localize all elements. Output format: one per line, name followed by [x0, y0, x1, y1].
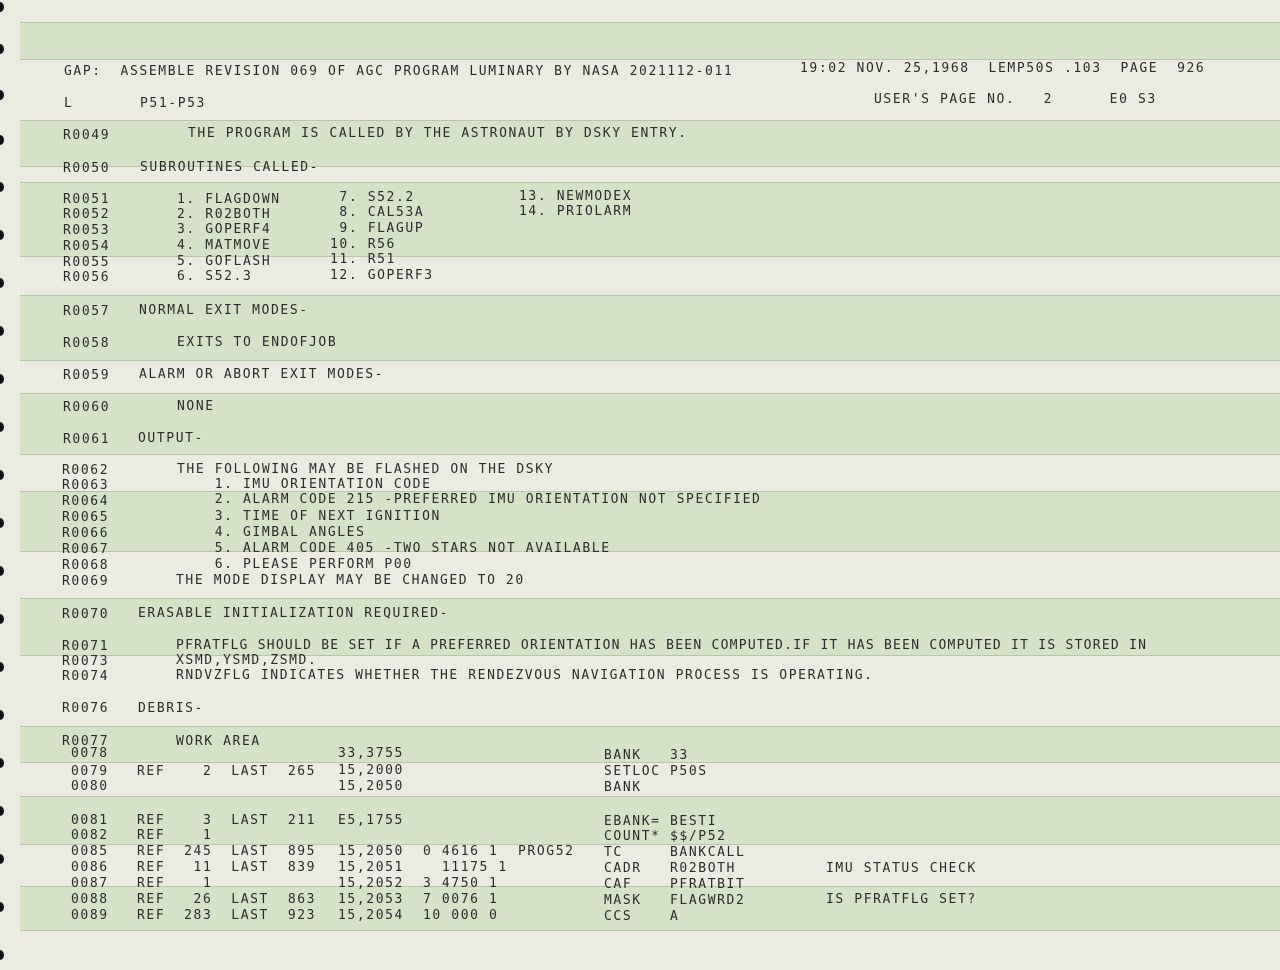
rule-line — [20, 393, 1280, 394]
code-line-number: 0080 — [71, 779, 109, 794]
feed-hole — [0, 950, 4, 960]
code-address: E5,1755 — [338, 813, 404, 828]
line-number: R0058 — [63, 336, 111, 351]
code-line-number: 0078 — [71, 746, 109, 761]
code-line-number: 0079 — [71, 764, 109, 779]
rule-line — [20, 295, 1280, 296]
line-number: R0049 — [63, 128, 111, 143]
line-number: R0064 — [62, 494, 110, 509]
feed-hole — [0, 326, 4, 336]
code-instruction: CAF PFRATBIT — [604, 877, 746, 892]
feed-hole — [0, 614, 4, 624]
output-line: 3. TIME OF NEXT IGNITION — [177, 509, 441, 524]
line-number: R0069 — [62, 574, 110, 589]
tractor-feed-strip — [0, 0, 8, 970]
rule-line — [20, 598, 1280, 599]
subroutine-item: 10. R56 — [330, 237, 396, 252]
octal-word: 0 4616 1 — [423, 844, 499, 859]
section-heading: ALARM OR ABORT EXIT MODES- — [139, 367, 385, 382]
line-number: R0073 — [62, 654, 110, 669]
feed-hole — [0, 135, 4, 145]
subroutine-item: 12. GOPERF3 — [330, 268, 434, 283]
section-heading: ERASABLE INITIALIZATION REQUIRED- — [138, 606, 450, 621]
subroutine-item: 14. PRIOLARM — [519, 204, 633, 219]
code-instruction: BANK 33 — [604, 748, 689, 763]
feed-hole — [0, 182, 4, 192]
line-number: R0052 — [63, 207, 111, 222]
code-address: 33,3755 — [338, 746, 404, 761]
line-number: R0060 — [63, 400, 111, 415]
code-instruction: SETLOC P50S — [604, 764, 708, 779]
feed-hole — [0, 566, 4, 576]
feed-hole — [0, 518, 4, 528]
code-line-number: 0086 — [71, 860, 109, 875]
line-number: R0055 — [63, 255, 111, 270]
subroutine-item: 7. S52.2 — [330, 190, 415, 205]
line-number: R0056 — [63, 270, 111, 285]
octal-word: 10 000 0 — [423, 908, 499, 923]
comment-text: THE PROGRAM IS CALLED BY THE ASTRONAUT BY DSKY ENTRY. — [188, 126, 688, 141]
section-heading: OUTPUT- — [138, 431, 204, 446]
section-heading: SUBROUTINES CALLED- — [140, 160, 320, 175]
subroutine-item: 2. R02BOTH — [177, 207, 272, 222]
code-address: 15,2054 — [338, 908, 404, 923]
greenbar-band — [20, 22, 1280, 59]
code-instruction: EBANK= BESTI — [604, 814, 718, 829]
code-address: 15,2053 — [338, 892, 404, 907]
init-line: XSMD,YSMD,ZSMD. — [176, 653, 318, 668]
line-number: R0070 — [62, 607, 110, 622]
rule-line — [20, 120, 1280, 121]
output-line: 4. GIMBAL ANGLES — [177, 525, 366, 540]
code-refs: REF 245 LAST 895 — [137, 844, 317, 859]
feed-hole — [0, 470, 4, 480]
feed-hole — [0, 710, 4, 720]
rule-line — [20, 182, 1280, 183]
section-heading: DEBRIS- — [138, 701, 204, 716]
octal-word: 7 0076 1 — [423, 892, 499, 907]
line-number: R0061 — [63, 432, 111, 447]
code-address: 15,2050 — [338, 844, 404, 859]
log-section-code: L — [64, 96, 74, 111]
feed-hole — [0, 230, 4, 240]
code-refs: REF 26 LAST 863 — [137, 892, 317, 907]
code-line-number: 0089 — [71, 908, 109, 923]
feed-hole — [0, 44, 4, 54]
output-line: 2. ALARM CODE 215 -PREFERRED IMU ORIENTATION NOT SPECIFIED — [177, 492, 762, 507]
code-address: 15,2050 — [338, 779, 404, 794]
comment-text: EXITS TO ENDOFJOB — [177, 335, 338, 350]
subroutine-item: 5. GOFLASH — [177, 254, 272, 269]
octal-word: 11175 1 — [423, 860, 508, 875]
rule-line — [20, 930, 1280, 931]
line-number: R0071 — [62, 639, 110, 654]
log-section-title: P51-P53 — [140, 96, 206, 111]
section-heading: NORMAL EXIT MODES- — [139, 303, 309, 318]
output-line: 6. PLEASE PERFORM P00 — [177, 557, 413, 572]
feed-hole — [0, 758, 4, 768]
feed-hole — [0, 422, 4, 432]
rule-line — [20, 360, 1280, 361]
feed-hole — [0, 278, 4, 288]
code-line-number: 0088 — [71, 892, 109, 907]
output-line: THE FOLLOWING MAY BE FLASHED ON THE DSKY — [177, 462, 555, 477]
code-instruction: CADR R02BOTH — [604, 861, 736, 876]
output-line: 1. IMU ORIENTATION CODE — [177, 477, 432, 492]
rule-line — [20, 454, 1280, 455]
code-address: 15,2051 — [338, 860, 404, 875]
subroutine-item: 6. S52.3 — [177, 269, 253, 284]
line-number: R0067 — [62, 542, 110, 557]
line-number: R0068 — [62, 558, 110, 573]
code-instruction: CCS A — [604, 909, 680, 924]
subroutine-item: 9. FLAGUP — [330, 221, 425, 236]
code-instruction: COUNT* $$/P52 — [604, 829, 727, 844]
feed-hole — [0, 374, 4, 384]
code-address: 15,2000 — [338, 763, 404, 778]
comment-text: NONE — [177, 399, 215, 414]
feed-hole — [0, 854, 4, 864]
octal-word: 3 4750 1 — [423, 876, 499, 891]
subroutine-item: 13. NEWMODEX — [519, 189, 633, 204]
line-number: R0076 — [62, 701, 110, 716]
code-instruction: MASK FLAGWRD2 — [604, 893, 746, 908]
subroutine-item: 4. MATMOVE — [177, 238, 272, 253]
code-refs: REF 11 LAST 839 — [137, 860, 317, 875]
code-label: PROG52 — [518, 844, 575, 859]
code-line-number: 0082 — [71, 828, 109, 843]
assembly-timestamp: 19:02 NOV. 25,1968 LEMP50S .103 PAGE 926 — [800, 61, 1206, 76]
rule-line — [20, 726, 1280, 727]
rule-line — [20, 22, 1280, 23]
line-number: R0074 — [62, 669, 110, 684]
subroutine-item: 8. CAL53A — [330, 205, 425, 220]
rule-line — [20, 796, 1280, 797]
line-number: R0051 — [63, 192, 111, 207]
code-line-number: 0087 — [71, 876, 109, 891]
init-line: PFRATFLG SHOULD BE SET IF A PREFERRED ORIENTATION HAS BEEN COMPUTED.IF IT HAS BEEN COMPUTED IT IS STORED IN — [176, 638, 1148, 653]
code-refs: REF 1 — [137, 828, 213, 843]
subroutine-item: 1. FLAGDOWN — [177, 192, 281, 207]
comment-text: WORK AREA — [176, 734, 261, 749]
code-refs: REF 3 LAST 211 — [137, 813, 317, 828]
code-address: 15,2052 — [338, 876, 404, 891]
code-refs: REF 1 — [137, 876, 213, 891]
assembly-header: GAP: ASSEMBLE REVISION 069 OF AGC PROGRAM LUMINARY BY NASA 2021112-011 — [64, 64, 734, 79]
line-number: R0065 — [62, 510, 110, 525]
line-number: R0050 — [63, 161, 111, 176]
code-comment: IS PFRATFLG SET? — [826, 892, 977, 907]
code-instruction: BANK — [604, 780, 642, 795]
feed-hole — [0, 90, 4, 100]
feed-hole — [0, 902, 4, 912]
subroutine-item: 11. R51 — [330, 252, 396, 267]
line-number: R0063 — [62, 478, 110, 493]
line-number: R0059 — [63, 368, 111, 383]
code-refs: REF 283 LAST 923 — [137, 908, 317, 923]
feed-hole — [0, 662, 4, 672]
feed-hole — [0, 806, 4, 816]
code-line-number: 0085 — [71, 844, 109, 859]
user-page-info: USER'S PAGE NO. 2 E0 S3 — [874, 92, 1157, 107]
line-number: R0057 — [63, 304, 111, 319]
line-number: R0053 — [63, 223, 111, 238]
output-line: THE MODE DISPLAY MAY BE CHANGED TO 20 — [176, 573, 525, 588]
code-comment: IMU STATUS CHECK — [826, 861, 977, 876]
init-line: RNDVZFLG INDICATES WHETHER THE RENDEZVOUS NAVIGATION PROCESS IS OPERATING. — [176, 668, 874, 683]
line-number: R0077 — [62, 734, 110, 749]
line-number: R0062 — [62, 463, 110, 478]
line-number: R0054 — [63, 239, 111, 254]
subroutine-item: 3. GOPERF4 — [177, 222, 272, 237]
code-refs: REF 2 LAST 265 — [137, 764, 317, 779]
code-line-number: 0081 — [71, 813, 109, 828]
rule-line — [20, 59, 1280, 60]
output-line: 5. ALARM CODE 405 -TWO STARS NOT AVAILABLE — [177, 541, 611, 556]
line-number: R0066 — [62, 526, 110, 541]
code-instruction: TC BANKCALL — [604, 845, 746, 860]
feed-hole — [0, 2, 4, 12]
